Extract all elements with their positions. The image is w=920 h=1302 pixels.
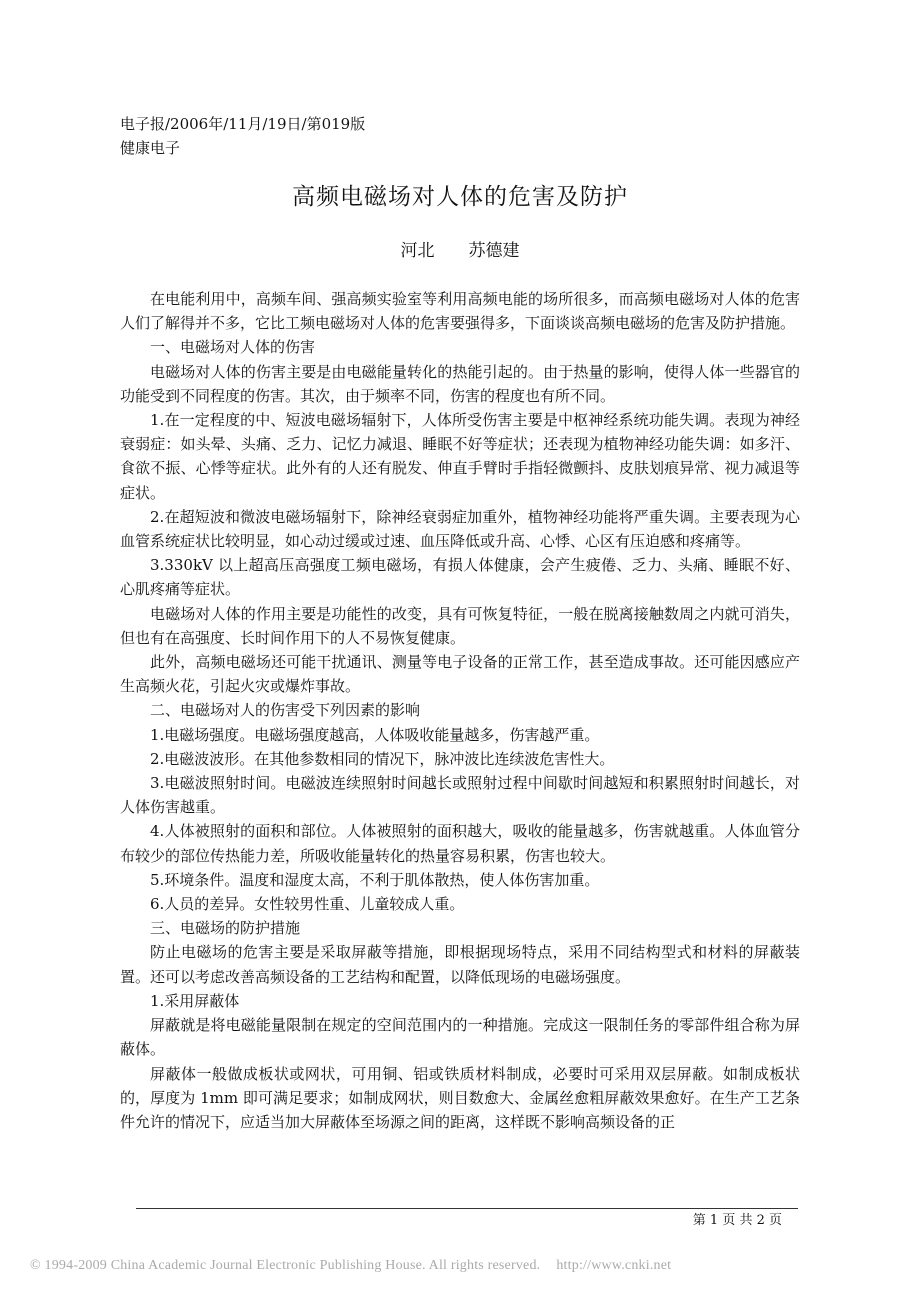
paragraph: 1.电磁场强度。电磁场强度越高，人体吸收能量越多，伤害越严重。 <box>150 725 600 744</box>
paragraph: 防止电磁场的危害主要是采取屏蔽等措施，即根据现场特点，采用不同结构型式和材料的屏蔽装置。还可以考虑改善高频设备的工艺结构和配置，以降低现场的电磁场强度。 <box>120 943 800 986</box>
footer-divider <box>136 1208 798 1209</box>
copyright-text: © 1994-2009 China Academic Journal Electronic Publishing House. All rights reserved. <box>30 1258 541 1273</box>
paragraph: 电磁场对人体的作用主要是功能性的改变，具有可恢复特征，一般在脱离接触数周之内就可消失，但也有在高强度、长时间作用下的人不易恢复健康。 <box>120 604 800 647</box>
section-heading: 二、电磁场对人的伤害受下列因素的影响 <box>150 701 421 720</box>
paragraph: 电磁场对人体的伤害主要是由电磁能量转化的热能引起的。由于热量的影响，使得人体一些器官的功能受到不同程度的伤害。其次，由于频率不同，伤害的程度也有所不同。 <box>120 362 800 405</box>
section-heading: 一、电磁场对人体的伤害 <box>150 338 316 357</box>
page-indicator: 第 1 页 共 2 页 <box>692 1213 782 1228</box>
copyright-line <box>30 1256 671 1276</box>
author-line <box>0 238 920 264</box>
paragraph: 在电能利用中，高频车间、强高频实验室等利用高频电能的场所很多，而高频电磁场对人体的危害人们了解得并不多，它比工频电磁场对人体的危害要强得多，下面谈谈高频电磁场的危害及防护措施。 <box>120 290 800 333</box>
paragraph: 此外，高频电磁场还可能干扰通讯、测量等电子设备的正常工作，甚至造成事故。还可能因感应产生高频火花，引起火灾或爆炸事故。 <box>120 653 800 696</box>
subsection-heading: 1.采用屏蔽体 <box>150 991 240 1010</box>
document-header <box>120 112 365 160</box>
paragraph: 屏蔽就是将电磁能量限制在规定的空间范围内的一种措施。完成这一限制任务的零部件组合称为屏蔽体。 <box>120 1016 800 1059</box>
article-body <box>120 287 800 1134</box>
paragraph: 屏蔽体一般做成板状或网状，可用铜、铝或铁质材料制成，必要时可采用双层屏蔽。如制成板状的，厚度为 1mm 即可满足要求；如制成网状，则目数愈大、金属丝愈粗屏蔽效果愈好。在生产工艺条件允许的情况下，应适当加大屏蔽体至场源之间的距离，这样既不影响高频设备的正 <box>120 1064 800 1131</box>
article-title: 高频电磁场对人体的危害及防护 <box>292 184 628 210</box>
author-name: 苏德建 <box>468 241 520 261</box>
paragraph: 6.人员的差异。女性较男性重、儿童较成人重。 <box>150 895 465 914</box>
source-url: http://www.cnki.net <box>556 1258 672 1273</box>
source-line: 电子报/2006年/11月/19日/第019版 <box>120 115 366 133</box>
paragraph: 2.电磁波波形。在其他参数相同的情况下，脉冲波比连续波危害性大。 <box>150 749 615 768</box>
paragraph: 2.在超短波和微波电磁场辐射下，除神经衰弱症加重外，植物神经功能将严重失调。主要表现为心血管系统症状比较明显，如心动过缓或过速、血压降低或升高、心悸、心区有压迫感和疼痛等。 <box>120 507 800 551</box>
paragraph: 1.在一定程度的中、短波电磁场辐射下，人体所受伤害主要是中枢神经系统功能失调。表现为神经衰弱症：如头晕、头痛、乏力、记忆力减退、睡眠不好等症状；还表现为植物神经功能失调：如多汗、食欲不振、心悸等症状。此外有的人还有脱发、伸直手臂时手指轻微颤抖、皮肤划痕异常、视力减退等症状。 <box>120 411 800 502</box>
section-heading: 三、电磁场的防护措施 <box>150 919 301 938</box>
paragraph: 3.330kV 以上超高压高强度工频电磁场，有损人体健康，会产生疲倦、乏力、头痛、睡眠不好、心肌疼痛等症状。 <box>120 556 800 599</box>
paragraph: 3.电磁波照射时间。电磁波连续照射时间越长或照射过程中间歇时间越短和积累照射时间越长，对人体伤害越重。 <box>120 774 800 817</box>
column-name: 健康电子 <box>120 139 181 157</box>
paragraph: 4.人体被照射的面积和部位。人体被照射的面积越大，吸收的能量越多，伤害就越重。人体血管分布较少的部位传热能力差，所吸收能量转化的热量容易积累，伤害也较大。 <box>120 822 800 865</box>
paragraph: 5.环境条件。温度和湿度太高，不利于肌体散热，使人体伤害加重。 <box>150 870 600 889</box>
author-region: 河北 <box>400 241 435 261</box>
